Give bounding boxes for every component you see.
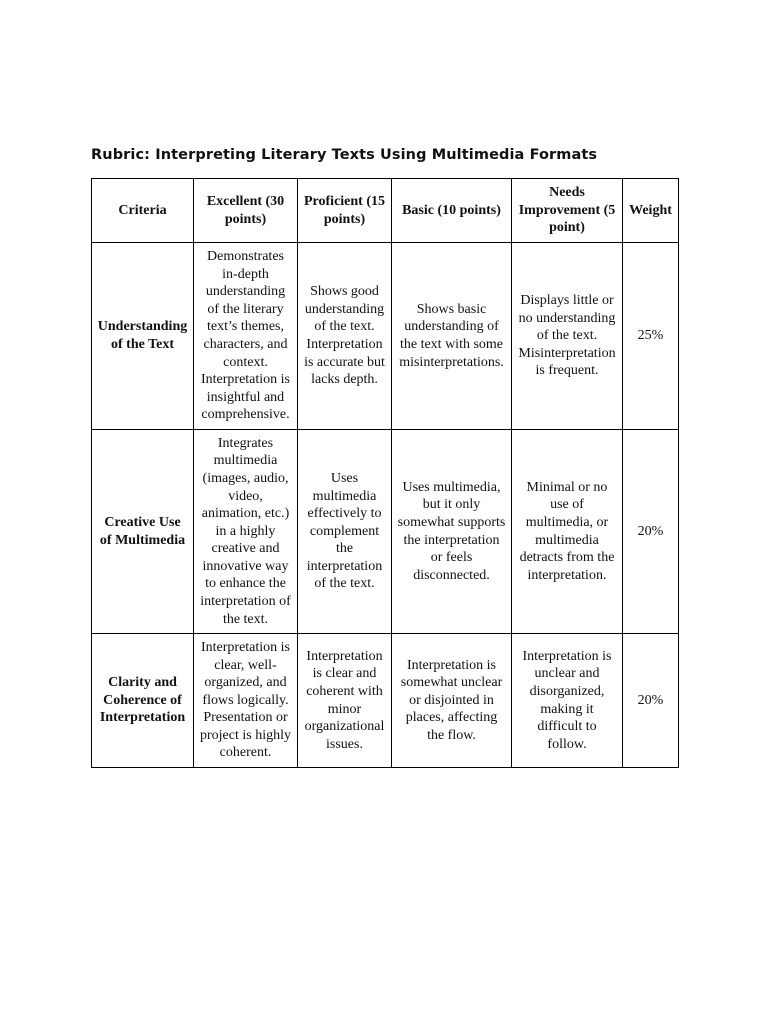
excellent-cell: Integrates multimedia (images, audio, video, animation, etc.) in a highly creative and innovative way to enhance the interpretation of the text.: [194, 430, 298, 634]
weight-cell: 20%: [623, 430, 679, 634]
header-weight: Weight: [623, 179, 679, 243]
proficient-cell: Shows good understanding of the text. Interpretation is accurate but lacks depth.: [298, 243, 392, 430]
basic-cell: Shows basic understanding of the text with some misinterpretations.: [392, 243, 512, 430]
excellent-cell: Demonstrates in-depth understanding of the literary text’s themes, characters, and context. Interpretation is insightful and comprehensive.: [194, 243, 298, 430]
needs-improvement-cell: Interpretation is unclear and disorganized, making it difficult to follow.: [512, 634, 623, 768]
header-criteria: Criteria: [92, 179, 194, 243]
excellent-cell: Interpretation is clear, well-organized, and flows logically. Presentation or project is highly coherent.: [194, 634, 298, 768]
weight-cell: 20%: [623, 634, 679, 768]
criteria-cell: Creative Use of Multimedia: [92, 430, 194, 634]
header-basic: Basic (10 points): [392, 179, 512, 243]
criteria-cell: Understanding of the Text: [92, 243, 194, 430]
document-title: Rubric: Interpreting Literary Texts Using Multimedia Formats: [91, 147, 598, 163]
table-header-row: [92, 179, 679, 243]
criteria-cell: Clarity and Coherence of Interpretation: [92, 634, 194, 768]
needs-improvement-cell: Minimal or no use of multimedia, or multimedia detracts from the interpretation.: [512, 430, 623, 634]
basic-cell: Interpretation is somewhat unclear or disjointed in places, affecting the flow.: [392, 634, 512, 768]
proficient-cell: Interpretation is clear and coherent with minor organizational issues.: [298, 634, 392, 768]
header-proficient: Proficient (15 points): [298, 179, 392, 243]
proficient-cell: Uses multimedia effectively to complement the interpretation of the text.: [298, 430, 392, 634]
basic-cell: Uses multimedia, but it only somewhat supports the interpretation or feels disconnected.: [392, 430, 512, 634]
table-row: [92, 243, 679, 430]
header-needs-improvement: Needs Improvement (5 point): [512, 179, 623, 243]
weight-cell: 25%: [623, 243, 679, 430]
needs-improvement-cell: Displays little or no understanding of the text. Misinterpretation is frequent.: [512, 243, 623, 430]
table-row: [92, 634, 679, 768]
table-row: [92, 430, 679, 634]
rubric-table: [91, 178, 679, 768]
header-excellent: Excellent (30 points): [194, 179, 298, 243]
